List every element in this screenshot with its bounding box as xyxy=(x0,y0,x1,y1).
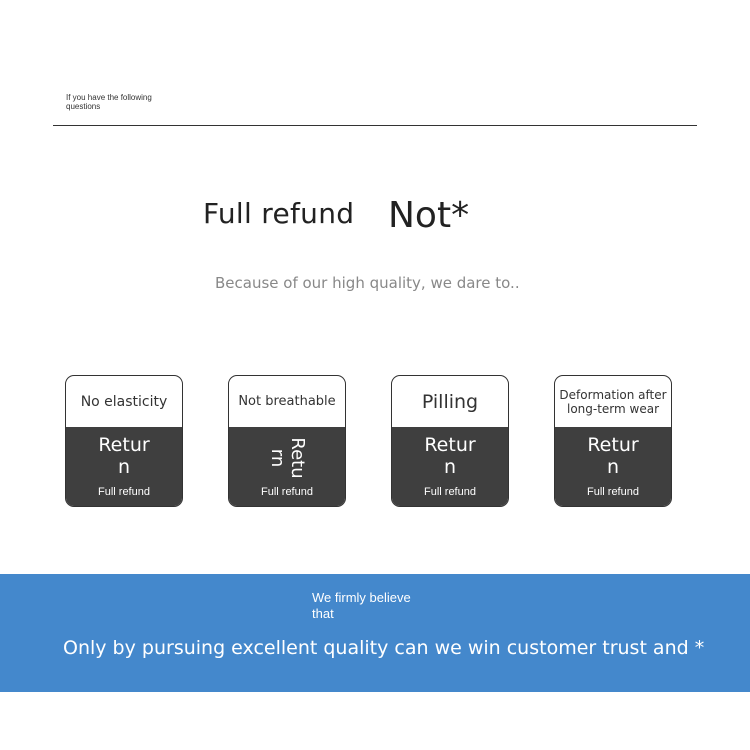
headline-full-refund: Full refund xyxy=(203,197,355,230)
card-return-label: Return xyxy=(267,437,308,479)
banner-intro: We firmly believe that xyxy=(312,590,411,621)
card-return-label: Return xyxy=(98,434,150,478)
header-divider xyxy=(53,125,697,126)
card-problem-label: Pilling xyxy=(421,390,479,413)
card-refund-caption: Full refund xyxy=(261,486,313,498)
refund-card-not-breathable xyxy=(228,375,346,507)
questions-note: If you have the following questions xyxy=(66,93,152,111)
card-refund-caption: Full refund xyxy=(98,486,150,498)
belief-banner xyxy=(0,574,750,692)
refund-card-no-elasticity xyxy=(65,375,183,507)
card-problem-label: No elasticity xyxy=(80,393,168,410)
card-return-label: Return xyxy=(424,434,476,478)
card-action-panel xyxy=(229,427,345,506)
headline-not: Not* xyxy=(388,195,470,236)
card-action-panel xyxy=(555,427,671,506)
card-problem-label: Deformation after long-term wear xyxy=(559,387,667,416)
card-refund-caption: Full refund xyxy=(587,486,639,498)
banner-statement: Only by pursuing excellent quality can we win customer trust and * xyxy=(63,637,705,659)
card-return-label: Return xyxy=(587,434,639,478)
card-refund-caption: Full refund xyxy=(424,486,476,498)
card-problem-label: Not breathable xyxy=(238,393,336,409)
card-action-panel xyxy=(66,427,182,506)
refund-card-deformation xyxy=(554,375,672,507)
card-action-panel xyxy=(392,427,508,506)
refund-card-pilling xyxy=(391,375,509,507)
quality-subline: Because of our high quality, we dare to.. xyxy=(215,274,520,292)
